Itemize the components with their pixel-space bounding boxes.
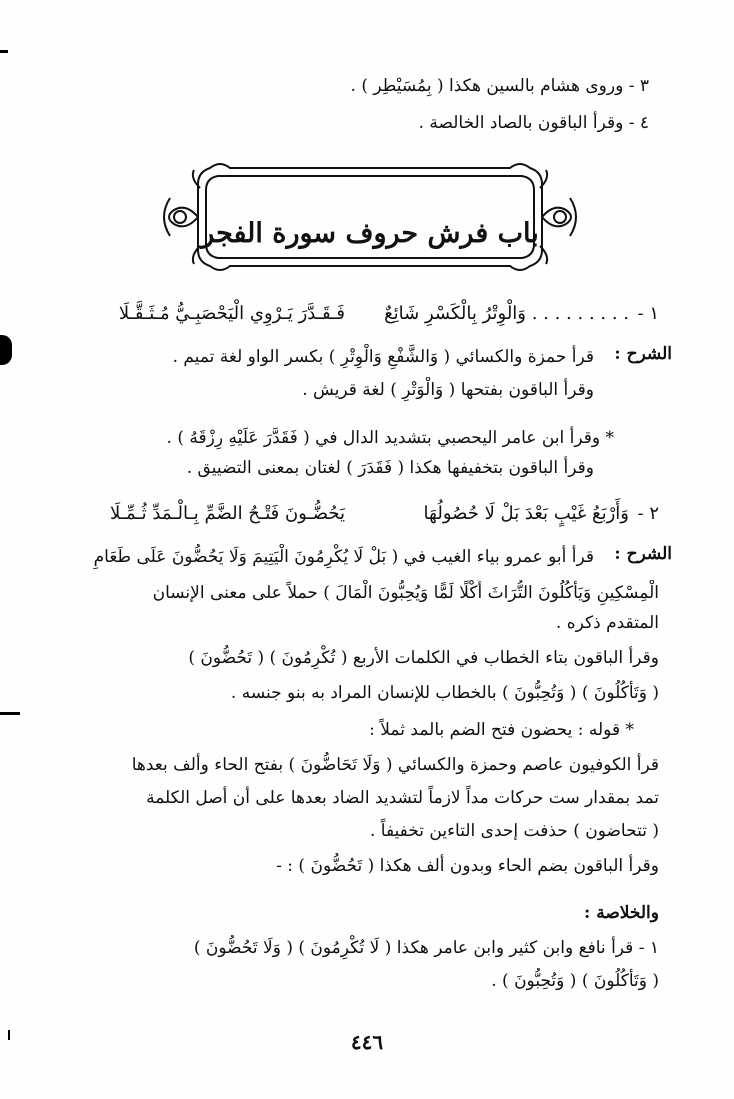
sharh-2-line-4: وقرأ الباقون بتاء الخطاب في الكلمات الأربع ( تُكْرِمُونَ ) ( تَحُضُّونَ ) — [188, 648, 659, 668]
sharh-1-note-1: * وقرأ ابن عامر اليحصبي بتشديد الدال في ( فَقَدَّرَ عَلَيْهِ رِزْقَهُ ) . — [166, 428, 614, 448]
list-item-3: ٣ - وروى هشام بالسين هكذا ( بِمُسَيْطِر ) . — [350, 76, 649, 96]
sharh-1-line-2: وقرأ الباقون بفتحها ( وَالْوَتْرِ ) لغة قريش . — [302, 380, 594, 400]
verse-2-first-hemistich: وَأَرْبَعُ غَيْبٍ بَعْدَ بَلْ لَا حُصُولُهَا — [423, 503, 629, 524]
sharh-2-note-2: قرأ الكوفيون عاصم وحمزة والكسائي ( وَلَا تَحَاضُّونَ ) بفتح الحاء وألف بعدها — [131, 755, 659, 775]
verse-1-first-hemistich: . . . . . . . . . وَالْوِتْرُ بِالْكَسْرِ شَائِعٌ — [384, 303, 629, 324]
scan-mark-mid-left — [0, 335, 12, 365]
scan-mark-arrow-left — [0, 712, 20, 715]
page-number: ٤٤٦ — [350, 1030, 384, 1054]
sharh-2-note-3: تمد بمقدار ست حركات مداً لازماً لتشديد الضاد بعدها على أن أصل الكلمة — [146, 788, 659, 808]
verse-2-number: ٢ - — [637, 503, 659, 524]
sharh-2-line-3: المتقدم ذكره . — [555, 613, 659, 633]
summary-heading: والخلاصة : — [584, 903, 659, 923]
verse-1-second-hemistich: فَـقَـدَّرَ يَـرْوِي الْيَحْصَبِـيُّ مُـثَـقَّـلَا — [118, 303, 345, 324]
summary-line-2: ( وَتَأْكُلُونَ ) ( وَتُحِبُّونَ ) . — [491, 971, 659, 991]
sharh-2-label: الشرح : — [614, 544, 672, 564]
sharh-2-line-1: قرأ أبو عمرو بياء الغيب في ( بَلْ لَا يُكْرِمُونَ الْيَتِيمَ وَلَا يَحُضُّونَ عَلَى طَعَامِ — [93, 547, 594, 567]
list-item-4: ٤ - وقرأ الباقون بالصاد الخالصة . — [418, 113, 649, 133]
sharh-1-note-2: وقرأ الباقون بتخفيفها هكذا ( فَقَدَرَ ) لغتان بمعنى التضييق . — [186, 458, 594, 478]
sharh-2-note-5: وقرأ الباقون بضم الحاء وبدون ألف هكذا ( تَحُضُّونَ ) : - — [276, 856, 659, 876]
scan-mark-top-left — [0, 50, 8, 53]
chapter-title: باب فرش حروف سورة الفجر — [201, 218, 539, 249]
sharh-2-line-2: الْمِسْكِينِ وَيَأْكُلُونَ التُّرَاثَ أَكْلًا لَمًّا وَيُحِبُّونَ الْمَالَ ) حملاً على معنى الإنسان — [152, 583, 659, 603]
verse-1-number: ١ - — [637, 303, 659, 324]
sharh-1-label: الشرح : — [614, 344, 672, 364]
sharh-1-line-1: قرأ حمزة والكسائي ( وَالشَّفْعِ وَالْوِتْرِ ) بكسر الواو لغة تميم . — [172, 347, 594, 367]
sharh-2-note-1: * قوله : يحضون فتح الضم بالمد ثملاً : — [369, 720, 634, 740]
verse-2-second-hemistich: يَحُضُّـونَ فَتْـحُ الضَّمِّ بِـالْـمَدِّ ثُـمِّـلَا — [109, 503, 345, 524]
sharh-2-note-4: ( تتحاضون ) حذفت إحدى التاءين تخفيفاً . — [369, 821, 659, 841]
sharh-2-line-5: ( وَتَأْكُلُونَ ) ( وَتُحِبُّونَ ) بالخطاب للإنسان المراد به بنو جنسه . — [230, 683, 659, 703]
ornamental-title-frame — [150, 158, 590, 276]
summary-line-1: ١ - قرأ نافع وابن كثير وابن عامر هكذا ( لَا تُكْرِمُونَ ) ( وَلَا تَحُضُّونَ ) — [193, 938, 659, 958]
